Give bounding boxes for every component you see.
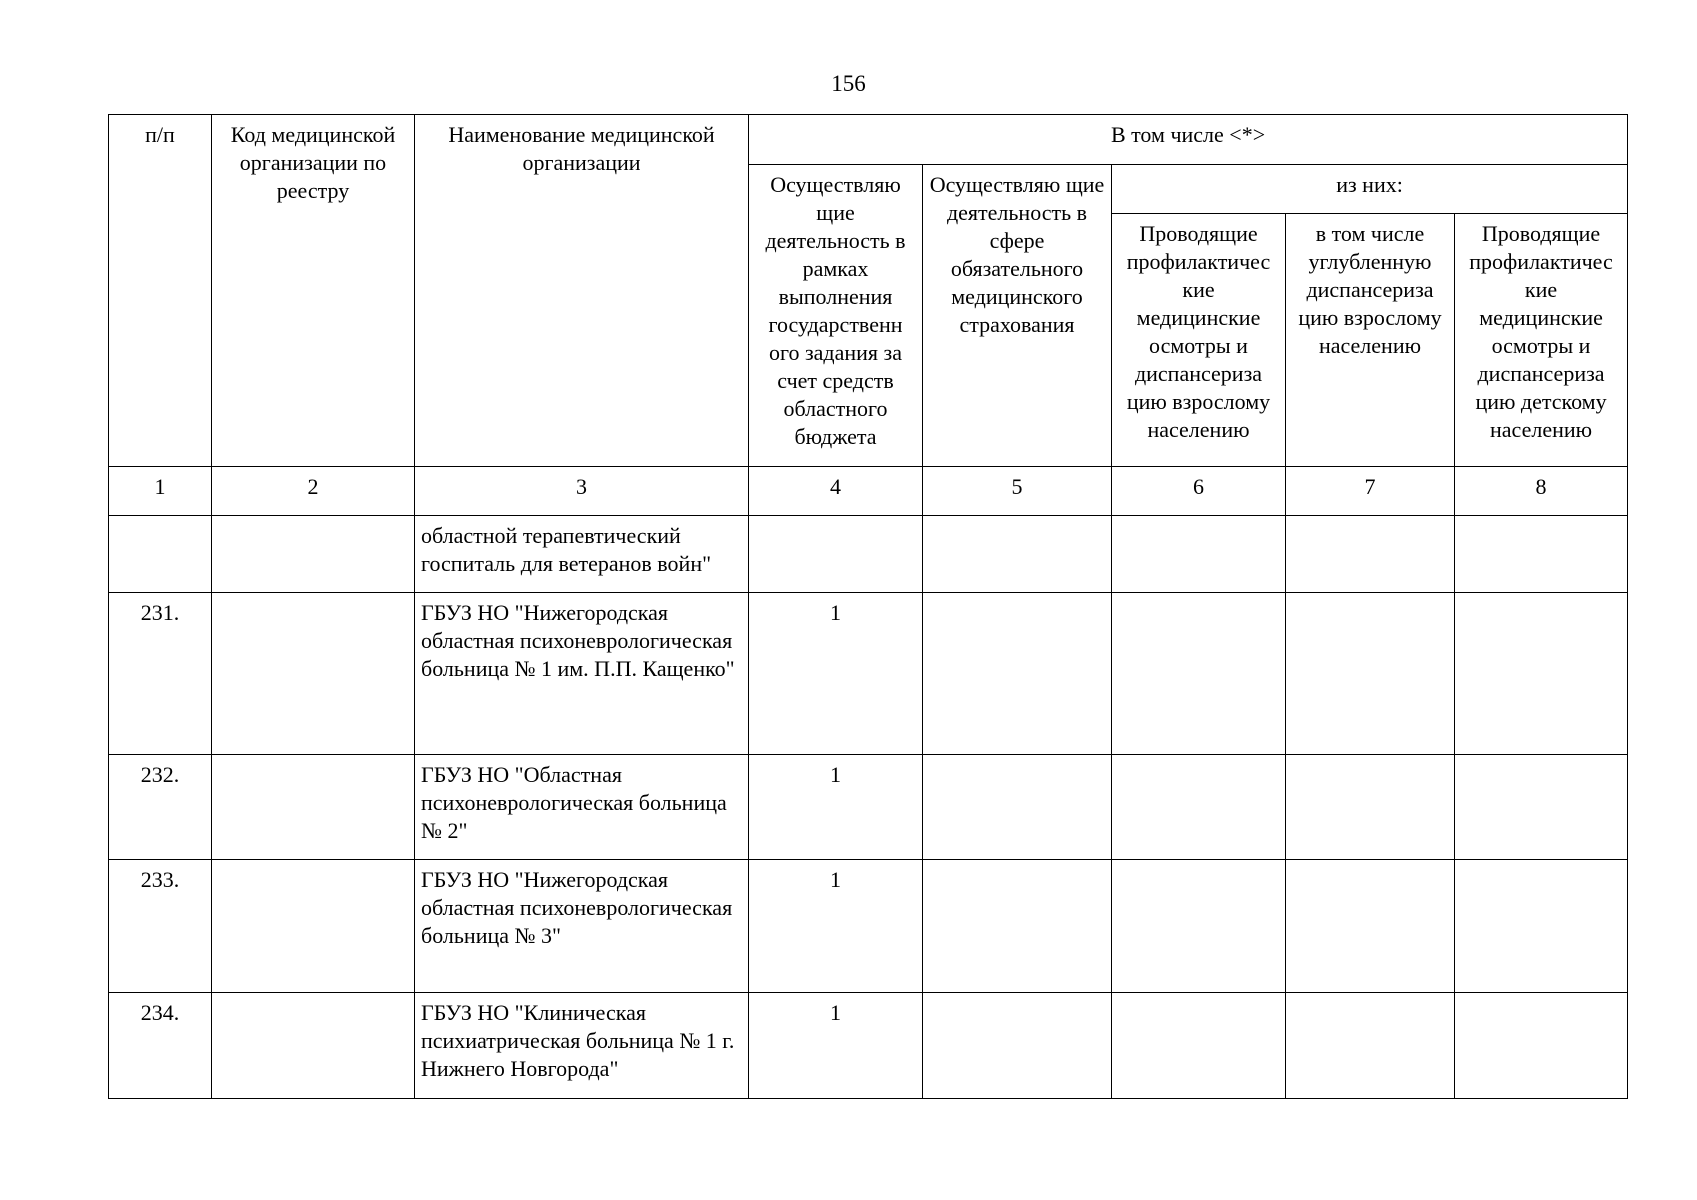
column-number: 7	[1286, 467, 1455, 516]
cell-c7	[1286, 593, 1455, 755]
table-row	[109, 860, 1628, 993]
header-child-prof: Проводящие профилактичес кие медицинские осмотры и диспансериза цию детскому населению	[1455, 214, 1628, 467]
cell-c4: 1	[749, 993, 923, 1099]
cell-code	[212, 993, 415, 1099]
header-deep-disp: в том числе углубленную диспансериза цию взрослому населению	[1286, 214, 1455, 467]
cell-c5	[923, 516, 1112, 593]
cell-c4: 1	[749, 860, 923, 993]
header-group-of-them: из них:	[1112, 165, 1628, 214]
cell-c8	[1455, 593, 1628, 755]
cell-pp: 232.	[109, 755, 212, 860]
cell-pp: 233.	[109, 860, 212, 993]
cell-c5	[923, 593, 1112, 755]
cell-c6	[1112, 516, 1286, 593]
cell-name: ГБУЗ НО "Клиническая психиатрическая больница № 1 г. Нижнего Новгорода"	[415, 993, 749, 1099]
cell-code	[212, 860, 415, 993]
table-body	[109, 516, 1628, 1099]
cell-c8	[1455, 860, 1628, 993]
header-state-task: Осуществляю щие деятельность в рамках выполнения государственн ого задания за счет средств областного бюджета	[749, 165, 923, 467]
cell-c5	[923, 860, 1112, 993]
page-number: 156	[831, 71, 866, 96]
column-number: 6	[1112, 467, 1286, 516]
cell-c7	[1286, 516, 1455, 593]
column-number-row	[109, 467, 1628, 516]
medical-organizations-table	[108, 114, 1628, 1099]
table-row	[109, 755, 1628, 860]
cell-name: ГБУЗ НО "Нижегородская областная психоневрологическая больница № 1 им. П.П. Кащенко"	[415, 593, 749, 755]
cell-c8	[1455, 993, 1628, 1099]
column-number: 8	[1455, 467, 1628, 516]
cell-c4: 1	[749, 593, 923, 755]
header-oms: Осуществляю щие деятельность в сфере обязательного медицинского страхования	[923, 165, 1112, 467]
column-number: 3	[415, 467, 749, 516]
cell-code	[212, 755, 415, 860]
cell-c7	[1286, 755, 1455, 860]
cell-c6	[1112, 755, 1286, 860]
table-row	[109, 516, 1628, 593]
cell-c6	[1112, 993, 1286, 1099]
column-number: 2	[212, 467, 415, 516]
cell-name: областной терапевтический госпиталь для ветеранов войн"	[415, 516, 749, 593]
header-adult-prof: Проводящие профилактичес кие медицинские осмотры и диспансериза цию взрослому населению	[1112, 214, 1286, 467]
cell-c4	[749, 516, 923, 593]
table-row	[109, 993, 1628, 1099]
header-code: Код медицинской организации по реестру	[212, 115, 415, 467]
cell-c8	[1455, 755, 1628, 860]
cell-c8	[1455, 516, 1628, 593]
cell-pp: 231.	[109, 593, 212, 755]
cell-pp	[109, 516, 212, 593]
table-header	[109, 115, 1628, 516]
cell-code	[212, 516, 415, 593]
column-number: 1	[109, 467, 212, 516]
cell-c4: 1	[749, 755, 923, 860]
cell-c7	[1286, 860, 1455, 993]
cell-c7	[1286, 993, 1455, 1099]
header-pp: п/п	[109, 115, 212, 467]
cell-code	[212, 593, 415, 755]
cell-name: ГБУЗ НО "Областная психоневрологическая больница № 2"	[415, 755, 749, 860]
cell-c6	[1112, 860, 1286, 993]
cell-c6	[1112, 593, 1286, 755]
column-number: 4	[749, 467, 923, 516]
column-number: 5	[923, 467, 1112, 516]
header-group-including: В том числе <*>	[749, 115, 1628, 165]
cell-c5	[923, 993, 1112, 1099]
cell-pp: 234.	[109, 993, 212, 1099]
header-name: Наименование медицинской организации	[415, 115, 749, 467]
table-row	[109, 593, 1628, 755]
cell-c5	[923, 755, 1112, 860]
cell-name: ГБУЗ НО "Нижегородская областная психоневрологическая больница № 3"	[415, 860, 749, 993]
